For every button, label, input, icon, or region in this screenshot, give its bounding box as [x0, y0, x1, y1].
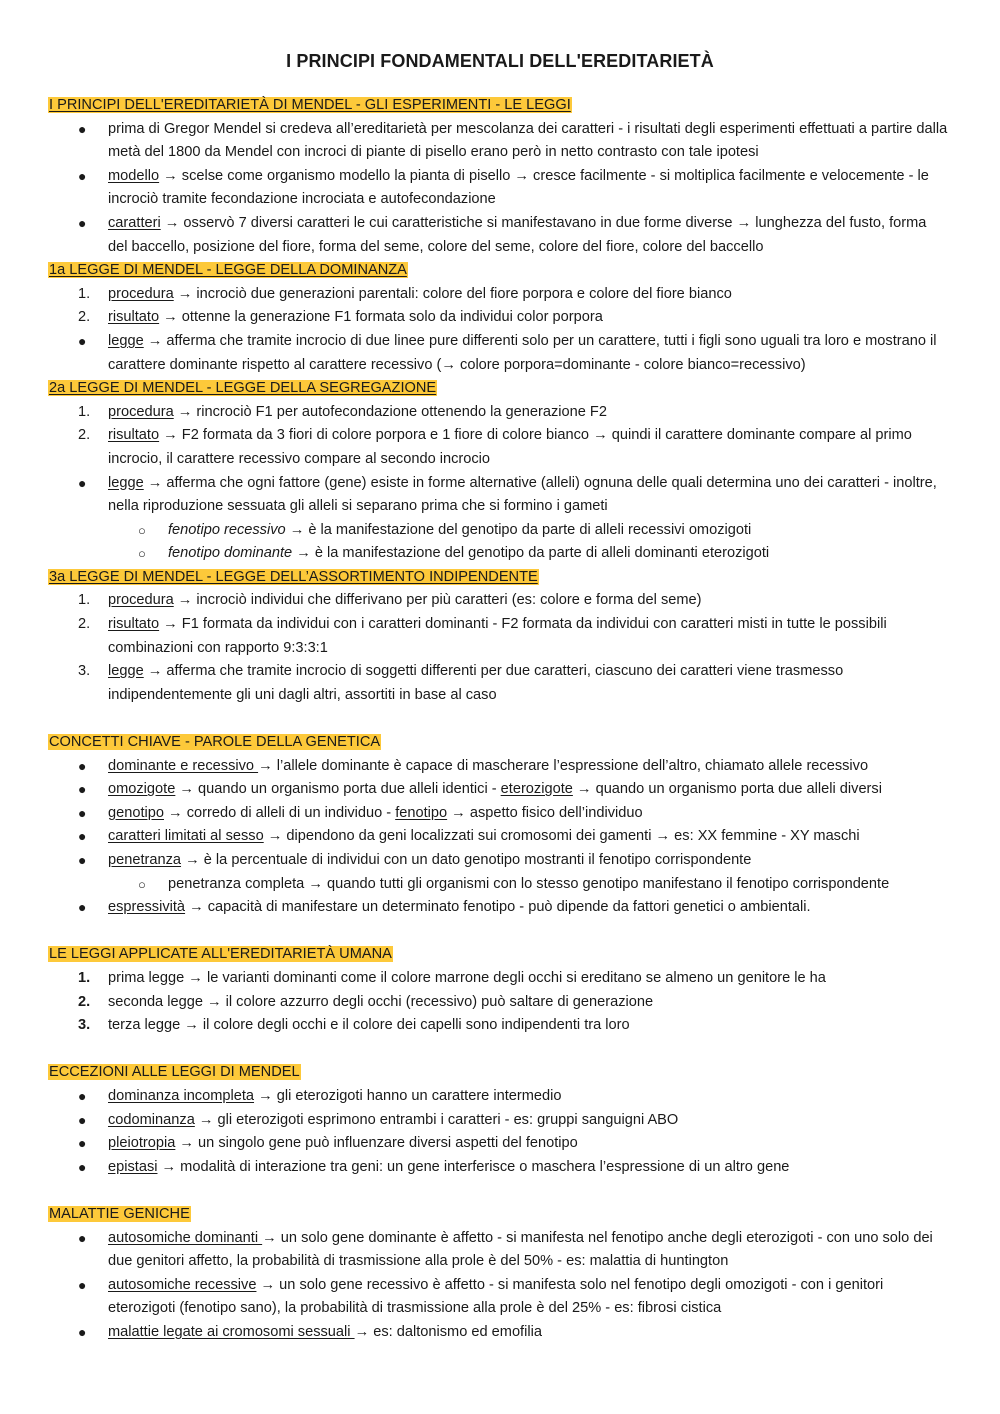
key-term: penetranza: [108, 852, 182, 868]
list-number: 3.: [78, 1017, 91, 1034]
human-heredity-list: [48, 967, 948, 1038]
key-term: procedura: [108, 285, 174, 302]
key-term: fenotipo recessivo: [168, 521, 286, 538]
bullet-icon: ●: [78, 214, 87, 231]
list-item: 1. procedura → incrociò due generazioni parentali: colore del fiore porpora e colore del fiore bianco: [48, 283, 948, 307]
list-number: 3.: [78, 663, 91, 680]
list-number: 2.: [78, 616, 91, 633]
bullet-icon: ●: [78, 167, 87, 184]
list-item: ● autosomiche dominanti → un solo gene dominante è affetto - si manifesta nel fenotipo anche degli eterozigoti - con uno solo dei due genitori affetto, la probabilità di trasmissione alla prole è del 50% - es: malattia di huntington: [48, 1227, 948, 1274]
genetic-diseases-list: [48, 1227, 948, 1345]
key-term: caratteri: [108, 214, 161, 231]
circle-bullet-icon: ○: [138, 546, 146, 562]
list-number: 1.: [78, 592, 91, 609]
bullet-icon: ●: [78, 1135, 87, 1152]
document-body: [48, 94, 948, 1344]
key-term: epistasi: [108, 1158, 158, 1175]
bullet-icon: ●: [78, 120, 87, 137]
list-item: ● penetranza → è la percentuale di individui con un dato genotipo mostranti il fenotipo corrispondente: [48, 849, 948, 873]
list-item: 2. risultato → ottenne la generazione F1 formata solo da individui color porpora: [48, 306, 948, 330]
key-term: risultato: [108, 309, 160, 326]
list-item: ● genotipo → corredo di alleli di un individuo - fenotipo → aspetto fisico dell’individuo: [48, 802, 948, 826]
circle-bullet-icon: ○: [138, 876, 146, 892]
list-number: 2.: [78, 309, 91, 326]
list-item: 3. terza legge → il colore degli occhi e il colore dei capelli sono indipendenti tra loro: [48, 1014, 948, 1038]
key-term: autosomiche dominanti: [108, 1229, 263, 1246]
bullet-icon: ●: [78, 899, 87, 916]
list-item: ● codominanza → gli eterozigoti esprimono entrambi i caratteri - es: gruppi sanguigni ABO: [48, 1109, 948, 1133]
list-item: 1. procedura → incrociò individui che differivano per più caratteri (es: colore e forma del seme): [48, 589, 948, 613]
bullet-icon: ●: [78, 1276, 87, 1293]
bullet-icon: ●: [78, 852, 87, 868]
sub-list-item: ○ penetranza completa → quando tutti gli organismi con lo stesso genotipo manifestano il fenotipo corrispondente: [48, 873, 948, 897]
sub-list-item: ○ fenotipo dominante → è la manifestazione del genotipo da parte di alleli dominanti eterozigoti: [48, 542, 948, 566]
mendel-principles-list: [48, 118, 948, 260]
key-term: fenotipo dominante: [168, 545, 293, 562]
bullet-icon: ●: [78, 1323, 87, 1340]
list-item: ● dominanza incompleta → gli eterozigoti hanno un carattere intermedio: [48, 1085, 948, 1109]
list-number: 1.: [78, 969, 91, 986]
list-item: ● modello → scelse come organismo modello la pianta di pisello → cresce facilmente - si moltiplica facilmente e velocemente - le incrociò tramite fecondazione incrociata e autofecondazione: [48, 165, 948, 212]
first-law-list: [48, 283, 948, 377]
list-item: ● prima di Gregor Mendel si credeva all’ereditarietà per mescolanza dei caratteri - i risultati degli esperimenti effettuati a partire dalla metà del 1800 da Mendel con incroci di piante di pisello erano però in netto contrasto con tale ipotesi: [48, 118, 948, 165]
spacer: [48, 1179, 948, 1203]
list-item: ● autosomiche recessive → un solo gene recessivo è affetto - si manifesta solo nel fenotipo degli omozigoti - con i genitori eterozigoti (fenotipo sano), la probabilità di trasmissione alla prole è del 25% - es: fibrosi cistica: [48, 1274, 948, 1321]
list-number: 2.: [78, 993, 91, 1010]
list-number: 1.: [78, 285, 91, 302]
key-term: risultato: [108, 616, 160, 633]
key-term: caratteri limitati al sesso: [108, 828, 264, 845]
circle-bullet-icon: ○: [138, 522, 146, 538]
key-term: fenotipo: [395, 804, 448, 821]
key-term: procedura: [108, 592, 174, 609]
key-term: legge: [108, 663, 144, 680]
list-item: ● caratteri → osservò 7 diversi caratteri le cui caratteristiche si manifestavano in due forme diverse → lunghezza del fusto, forma del baccello, posizione del fiore, forma del seme, colore del seme, colore del fiore, colore del baccello: [48, 212, 948, 259]
key-term: procedura: [108, 403, 174, 420]
key-term: autosomiche recessive: [108, 1276, 257, 1293]
spacer: [48, 707, 948, 731]
exceptions-list: [48, 1085, 948, 1179]
list-item: 2. risultato → F2 formata da 3 fiori di colore porpora e 1 fiore di colore bianco → quindi il carattere dominante compare al primo incrocio, il carattere recessivo compare al secondo incrocio: [48, 424, 948, 471]
bullet-icon: ●: [78, 828, 87, 845]
bullet-icon: ●: [78, 781, 87, 798]
key-term: eterozigote: [500, 781, 573, 798]
section-heading-key-concepts: CONCETTI CHIAVE - PAROLE DELLA GENETICA: [49, 734, 381, 751]
bullet-icon: ●: [78, 1229, 87, 1246]
key-term: legge: [108, 332, 144, 349]
key-term: malattie legate ai cromosomi sessuali: [108, 1323, 355, 1340]
document-title: I PRINCIPI FONDAMENTALI DELL'EREDITARIETÀ: [286, 51, 714, 71]
key-concepts-list: [48, 755, 948, 920]
list-item: ● legge → afferma che tramite incrocio di due linee pure differenti solo per un carattere, tutti i figli sono uguali tra loro e mostrano il carattere dominante rispetto al carattere recessivo (→ colore porpora=dominante - colore bianco=recessivo): [48, 330, 948, 377]
bullet-icon: ●: [78, 804, 87, 821]
section-heading-human-heredity: LE LEGGI APPLICATE ALL'EREDITARIETÀ UMANA: [49, 946, 392, 963]
key-term: omozigote: [108, 781, 176, 798]
bullet-icon: ●: [78, 332, 87, 349]
sub-list-item: ○ fenotipo recessivo → è la manifestazione del genotipo da parte di alleli recessivi omozigoti: [48, 519, 948, 543]
section-heading-mendel-principles: I PRINCIPI DELL'EREDITARIETÀ DI MENDEL - GLI ESPERIMENTI - LE LEGGI: [49, 97, 571, 113]
key-term: dominante e recessivo: [108, 757, 259, 774]
third-law-list: [48, 589, 948, 707]
list-item: ● caratteri limitati al sesso → dipendono da geni localizzati sui cromosomi dei gamenti → es: XX femmine - XY maschi: [48, 825, 948, 849]
key-term: risultato: [108, 427, 160, 444]
section-heading-exceptions: ECCEZIONI ALLE LEGGI DI MENDEL: [49, 1064, 300, 1081]
key-term: modello: [108, 167, 160, 184]
list-item: 3. legge → afferma che tramite incrocio di soggetti differenti per due caratteri, ciascuno dei caratteri viene trasmesso indipendentemente gli uni dagli altri, assortiti in base al caso: [48, 660, 948, 707]
key-term: dominanza incompleta: [108, 1087, 255, 1104]
key-term: genotipo: [108, 804, 164, 821]
second-law-list: [48, 401, 948, 566]
key-term: codominanza: [108, 1111, 195, 1128]
list-item: ● epistasi → modalità di interazione tra geni: un gene interferisce o maschera l’espressione di un altro gene: [48, 1156, 948, 1180]
list-item: ● espressività → capacità di manifestare un determinato fenotipo - può dipende da fattori genetici o ambientali.: [48, 896, 948, 920]
bullet-icon: ●: [78, 474, 87, 491]
bullet-icon: ●: [78, 1158, 87, 1175]
key-term: espressività: [108, 899, 186, 916]
list-item: ● pleiotropia → un singolo gene può influenzare diversi aspetti del fenotipo: [48, 1132, 948, 1156]
list-item: ● malattie legate ai cromosomi sessuali → es: daltonismo ed emofilia: [48, 1321, 948, 1345]
list-number: 2.: [78, 427, 91, 444]
list-item: 2. seconda legge → il colore azzurro degli occhi (recessivo) può saltare di generazione: [48, 991, 948, 1015]
list-item: ● dominante e recessivo → l’allele dominante è capace di mascherare l’espressione dell’altro, chiamato allele recessivo: [48, 755, 948, 779]
section-heading-second-law: 2a LEGGE DI MENDEL - LEGGE DELLA SEGREGAZIONE: [49, 380, 437, 397]
section-heading-third-law: 3a LEGGE DI MENDEL - LEGGE DELL’ASSORTIMENTO INDIPENDENTE: [49, 568, 538, 585]
bullet-icon: ●: [78, 1087, 87, 1104]
spacer: [48, 1038, 948, 1062]
list-item: 2. risultato → F1 formata da individui con i caratteri dominanti - F2 formata da individui con caratteri misti in tutte le possibili combinazioni con rapporto 9:3:3:1: [48, 613, 948, 660]
key-term: legge: [108, 474, 144, 491]
list-item: ● omozigote → quando un organismo porta due alleli identici - eterozigote → quando un organismo porta due alleli diversi: [48, 778, 948, 802]
list-item: 1. procedura → rincrociò F1 per autofecondazione ottenendo la generazione F2: [48, 401, 948, 425]
list-item: 1. prima legge → le varianti dominanti come il colore marrone degli occhi si ereditano se almeno un genitore le ha: [48, 967, 948, 991]
section-heading-genetic-diseases: MALATTIE GENICHE: [49, 1205, 190, 1222]
bullet-icon: ●: [78, 1111, 87, 1128]
bullet-icon: ●: [78, 757, 87, 774]
key-term: pleiotropia: [108, 1135, 176, 1152]
section-heading-first-law: 1a LEGGE DI MENDEL - LEGGE DELLA DOMINANZA: [49, 262, 407, 279]
list-number: 1.: [78, 403, 91, 420]
spacer: [48, 920, 948, 944]
list-item: ● legge → afferma che ogni fattore (gene) esiste in forme alternative (alleli) ognuna delle quali determina uno dei caratteri - inoltre, nella riproduzione sessuata gli alleli si separano prima che si formino i gameti: [48, 472, 948, 519]
